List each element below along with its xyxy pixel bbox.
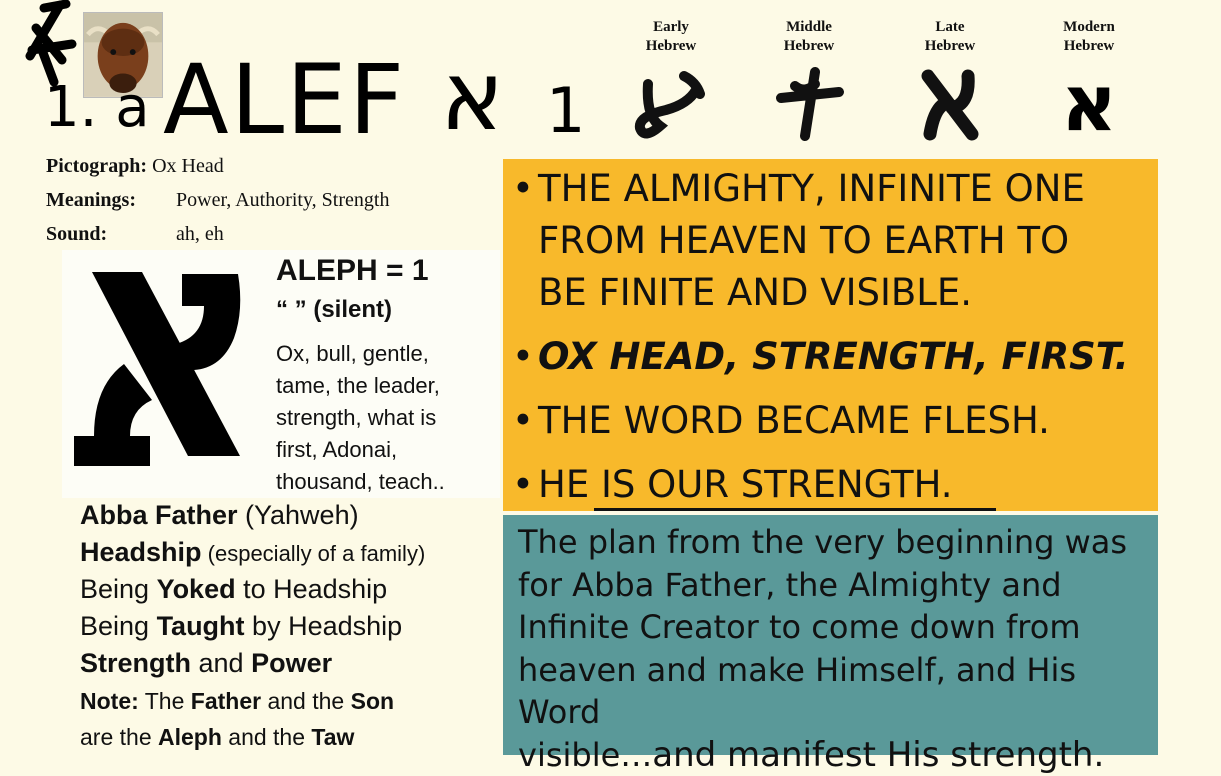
- note-line-1: [80, 690, 394, 713]
- aleph-desc-line: first, Adonai,: [276, 434, 498, 466]
- aleph-desc-line: thousand, teach..: [276, 466, 498, 498]
- lower-line-1: [80, 502, 359, 529]
- power-text: Power: [251, 648, 332, 678]
- strength-text: Strength: [80, 648, 191, 678]
- headship-text: Headship: [80, 537, 202, 567]
- bullet-2: [512, 338, 1129, 375]
- note-label: Note:: [80, 688, 139, 714]
- explanation-line: heaven and make Himself, and His Word: [518, 649, 1158, 734]
- taw-text: Taw: [311, 724, 354, 750]
- bullet-dot: •: [512, 338, 538, 375]
- bullet-text: THE WORD BECAME FLESH.: [538, 399, 1050, 442]
- script-column-modern: [1034, 18, 1144, 144]
- note-text: and the: [261, 688, 351, 714]
- lower-line-4: [80, 613, 402, 640]
- abba-father-text: Abba Father: [80, 500, 238, 530]
- father-text: Father: [191, 688, 261, 714]
- underline-divider: [594, 508, 996, 511]
- late-hebrew-glyph-icon: [910, 64, 990, 144]
- aleph-text: Aleph: [158, 724, 222, 750]
- to-headship-text: to Headship: [236, 574, 388, 604]
- explanation-line: for Abba Father, the Almighty and: [518, 564, 1158, 607]
- taught-text: Taught: [157, 611, 245, 641]
- script-label-line1: Early: [616, 18, 726, 37]
- headship-note: (especially of a family): [202, 541, 426, 566]
- note-line-2: [80, 726, 354, 749]
- bullet-1-line-2: FROM HEAVEN TO EARTH TO: [538, 222, 1069, 259]
- lower-line-2: [80, 539, 425, 566]
- and-text: and: [191, 648, 251, 678]
- bullet-text: THE ALMIGHTY, INFINITE ONE: [538, 167, 1085, 210]
- script-label-line2: Hebrew: [616, 37, 726, 56]
- script-label-line2: Hebrew: [754, 37, 864, 56]
- script-column-late: [895, 18, 1005, 144]
- aleph-desc-line: Ox, bull, gentle,: [276, 338, 498, 370]
- script-column-middle: [754, 18, 864, 144]
- sound-row: [46, 223, 224, 246]
- aleph-desc-line: strength, what is: [276, 402, 498, 434]
- explanation-line: [518, 734, 1158, 776]
- script-label-line1: Middle: [754, 18, 864, 37]
- bullet-4: [512, 466, 953, 503]
- section-number: 1. a: [44, 80, 150, 136]
- explanation-line: Infinite Creator to come down from: [518, 606, 1158, 649]
- meanings-label: Meanings:: [46, 189, 176, 212]
- numeric-value: 1: [546, 80, 585, 142]
- note-text: The: [139, 688, 191, 714]
- aleph-description: [276, 338, 498, 498]
- pictograph-row: [46, 155, 224, 178]
- bullet-1-line-1: [512, 170, 1085, 207]
- lower-line-3: [80, 576, 387, 603]
- aleph-desc-line: tame, the leader,: [276, 370, 498, 402]
- explanation-line-part: visible…: [518, 736, 652, 774]
- meanings-row: [46, 189, 389, 212]
- sound-label: Sound:: [46, 223, 176, 246]
- being-text: Being: [80, 574, 157, 604]
- pictograph-label: Pictograph:: [46, 155, 147, 178]
- bullet-text: HE IS OUR STRENGTH.: [538, 463, 953, 506]
- yoked-text: Yoked: [157, 574, 236, 604]
- bullet-dot: •: [512, 170, 538, 207]
- aleph-heading: ALEPH = 1: [276, 254, 429, 288]
- sound-value: ah, eh: [176, 223, 224, 245]
- script-column-early: [616, 18, 726, 144]
- big-aleph-icon: [64, 260, 254, 475]
- bullet-text: OX HEAD, STRENGTH, FIRST.: [538, 335, 1129, 378]
- note-text: are the: [80, 724, 158, 750]
- by-headship-text: by Headship: [245, 611, 403, 641]
- lower-line-5: [80, 650, 332, 677]
- hebrew-letter: א: [440, 48, 504, 144]
- script-label-line1: Late: [895, 18, 1005, 37]
- modern-hebrew-glyph: א: [1034, 64, 1144, 144]
- bullet-dot: •: [512, 402, 538, 439]
- aleph-silent: “ ” (silent): [276, 296, 392, 324]
- bullet-1-line-3: BE FINITE AND VISIBLE.: [538, 274, 972, 311]
- middle-hebrew-glyph-icon: [769, 64, 849, 144]
- script-label-line1: Modern: [1034, 18, 1144, 37]
- early-hebrew-ox-head-glyph-icon: [626, 64, 716, 144]
- bullet-3: [512, 402, 1050, 439]
- explanation-line-part: and manifest His strength.: [652, 735, 1104, 775]
- bullet-dot: •: [512, 466, 538, 503]
- being-text: Being: [80, 611, 157, 641]
- script-label-line2: Hebrew: [1034, 37, 1144, 56]
- explanation-line: The plan from the very beginning was: [518, 521, 1158, 564]
- note-text: and the: [222, 724, 312, 750]
- yahweh-text: (Yahweh): [238, 500, 359, 530]
- meanings-value: Power, Authority, Strength: [176, 189, 389, 211]
- son-text: Son: [351, 688, 394, 714]
- page-title: ALEF: [163, 52, 406, 148]
- explanation-text: [518, 521, 1158, 776]
- pictograph-value: Ox Head: [152, 155, 224, 177]
- script-label-line2: Hebrew: [895, 37, 1005, 56]
